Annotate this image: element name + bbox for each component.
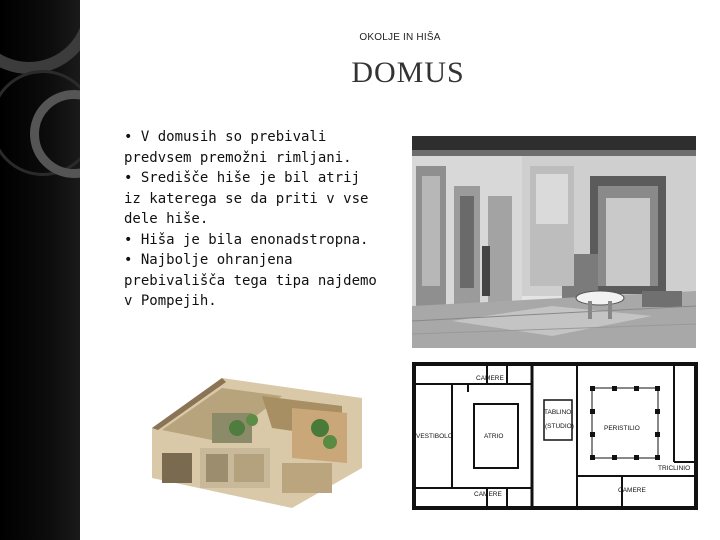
floor-plan-diagram — [412, 362, 698, 510]
atrium-interior-image — [412, 136, 696, 348]
bullet-list — [124, 127, 382, 312]
label-tablino: TABLINO — [544, 409, 572, 416]
label-camere-top: CAMERE — [476, 375, 504, 382]
label-studio: (STUDIO) — [545, 423, 574, 430]
bullet-item: • V domusih so prebivali predvsem premožni rimljani. — [124, 129, 352, 166]
bullet-item: • Središče hiše je bil atrij iz katerega se da priti v vse dele hiše. — [124, 170, 369, 227]
slide-title: DOMUS — [351, 56, 465, 89]
bullet-item: • Hiša je bila enonadstropna. — [124, 231, 369, 248]
label-camere-bottom-right: CAMERE — [618, 487, 646, 494]
label-triclinio: TRICLINIO — [658, 465, 691, 472]
label-peristilio: PERISTILIO — [604, 425, 640, 432]
label-atrio: ATRIO — [484, 433, 504, 440]
label-vestibolo: VESTIBOLO — [416, 433, 453, 440]
slide-header: OKOLJE IN HIŠA — [359, 32, 441, 43]
domus-model-image — [142, 358, 366, 510]
label-camere-bottom-left: CAMERE — [474, 491, 502, 498]
bullet-item: • Najbolje ohranjena prebivališča tega tipa najdemo v Pompejih. — [124, 252, 377, 309]
